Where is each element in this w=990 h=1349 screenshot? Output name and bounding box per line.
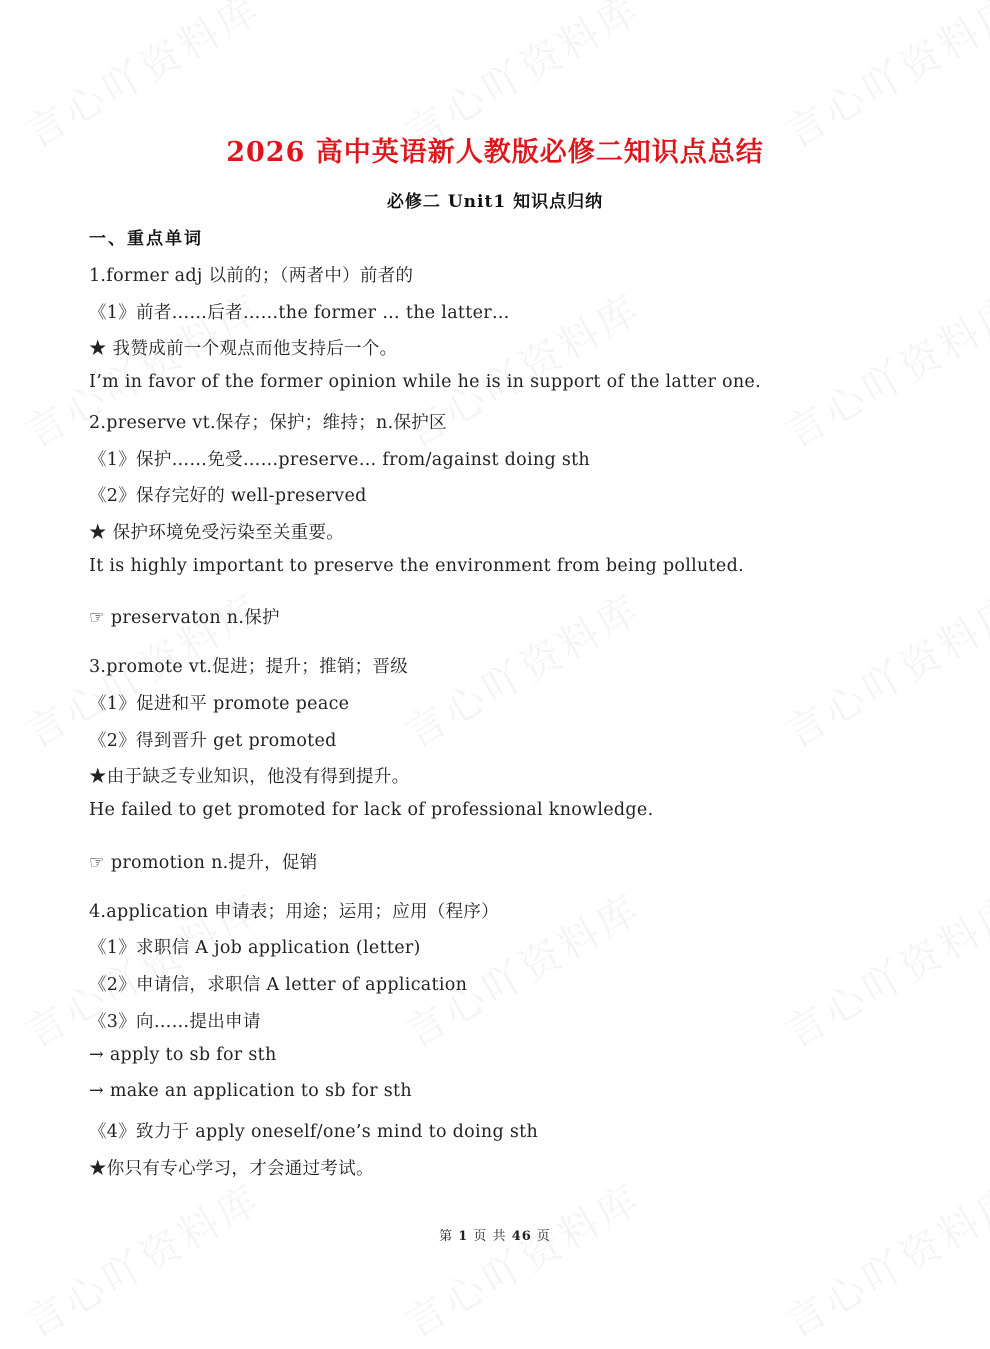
text-line: ☞ preservaton n.保护 bbox=[89, 608, 280, 628]
page-total: 46 bbox=[511, 1229, 532, 1244]
footer-middle: 页 共 bbox=[473, 1229, 507, 1244]
text-line: 《2》得到晋升 get promoted bbox=[89, 731, 337, 751]
text-line: ★由于缺乏专业知识，他没有得到提升。 bbox=[89, 767, 410, 787]
page-footer bbox=[0, 1225, 990, 1244]
footer-suffix: 页 bbox=[536, 1229, 551, 1244]
text-line: 1.former adj 以前的；（两者中）前者的 bbox=[89, 266, 414, 286]
text-line: → make an application to sb for sth bbox=[89, 1081, 412, 1101]
document-subtitle: 必修二 Unit1 知识点归纳 bbox=[386, 192, 604, 212]
text-line: 《2》保存完好的 well-preserved bbox=[89, 486, 367, 506]
text-line: 3.promote vt.促进；提升；推销；晋级 bbox=[89, 657, 409, 677]
text-line: → apply to sb for sth bbox=[89, 1045, 277, 1065]
text-line: 《1》促进和平 promote peace bbox=[89, 694, 350, 714]
text-line: 2.preserve vt.保存；保护；维持；n.保护区 bbox=[89, 413, 447, 433]
text-line: 《4》致力于 apply oneself/one’s mind to doing sth bbox=[89, 1122, 539, 1142]
text-line: I’m in favor of the former opinion while he is in support of the latter one. bbox=[89, 372, 761, 392]
text-line: 《1》求职信 A job application (letter) bbox=[89, 938, 421, 958]
footer-prefix: 第 bbox=[439, 1229, 454, 1244]
text-line: 《2》申请信，求职信 A letter of application bbox=[89, 975, 468, 995]
text-line: 《1》保护……免受……preserve… from/against doing sth bbox=[89, 450, 591, 470]
text-line: ★ 我赞成前一个观点而他支持后一个。 bbox=[89, 339, 398, 359]
text-line: He failed to get promoted for lack of professional knowledge. bbox=[89, 800, 654, 820]
text-line: ☞ promotion n.提升，促销 bbox=[89, 853, 318, 873]
text-line: 4.application 申请表；用途；运用；应用（程序） bbox=[89, 902, 499, 922]
text-line: 《1》前者……后者……the former … the latter… bbox=[89, 303, 510, 323]
page-number: 1 bbox=[458, 1229, 469, 1244]
section-heading: 一、重点单词 bbox=[89, 229, 203, 249]
document-title: 2026 高中英语新人教版必修二知识点总结 bbox=[226, 137, 764, 168]
text-line: ★你只有专心学习，才会通过考试。 bbox=[89, 1159, 374, 1179]
text-line: 《3》向……提出申请 bbox=[89, 1012, 261, 1032]
text-line: It is highly important to preserve the environment from being polluted. bbox=[89, 556, 744, 576]
text-line: ★ 保护环境免受污染至关重要。 bbox=[89, 523, 345, 543]
